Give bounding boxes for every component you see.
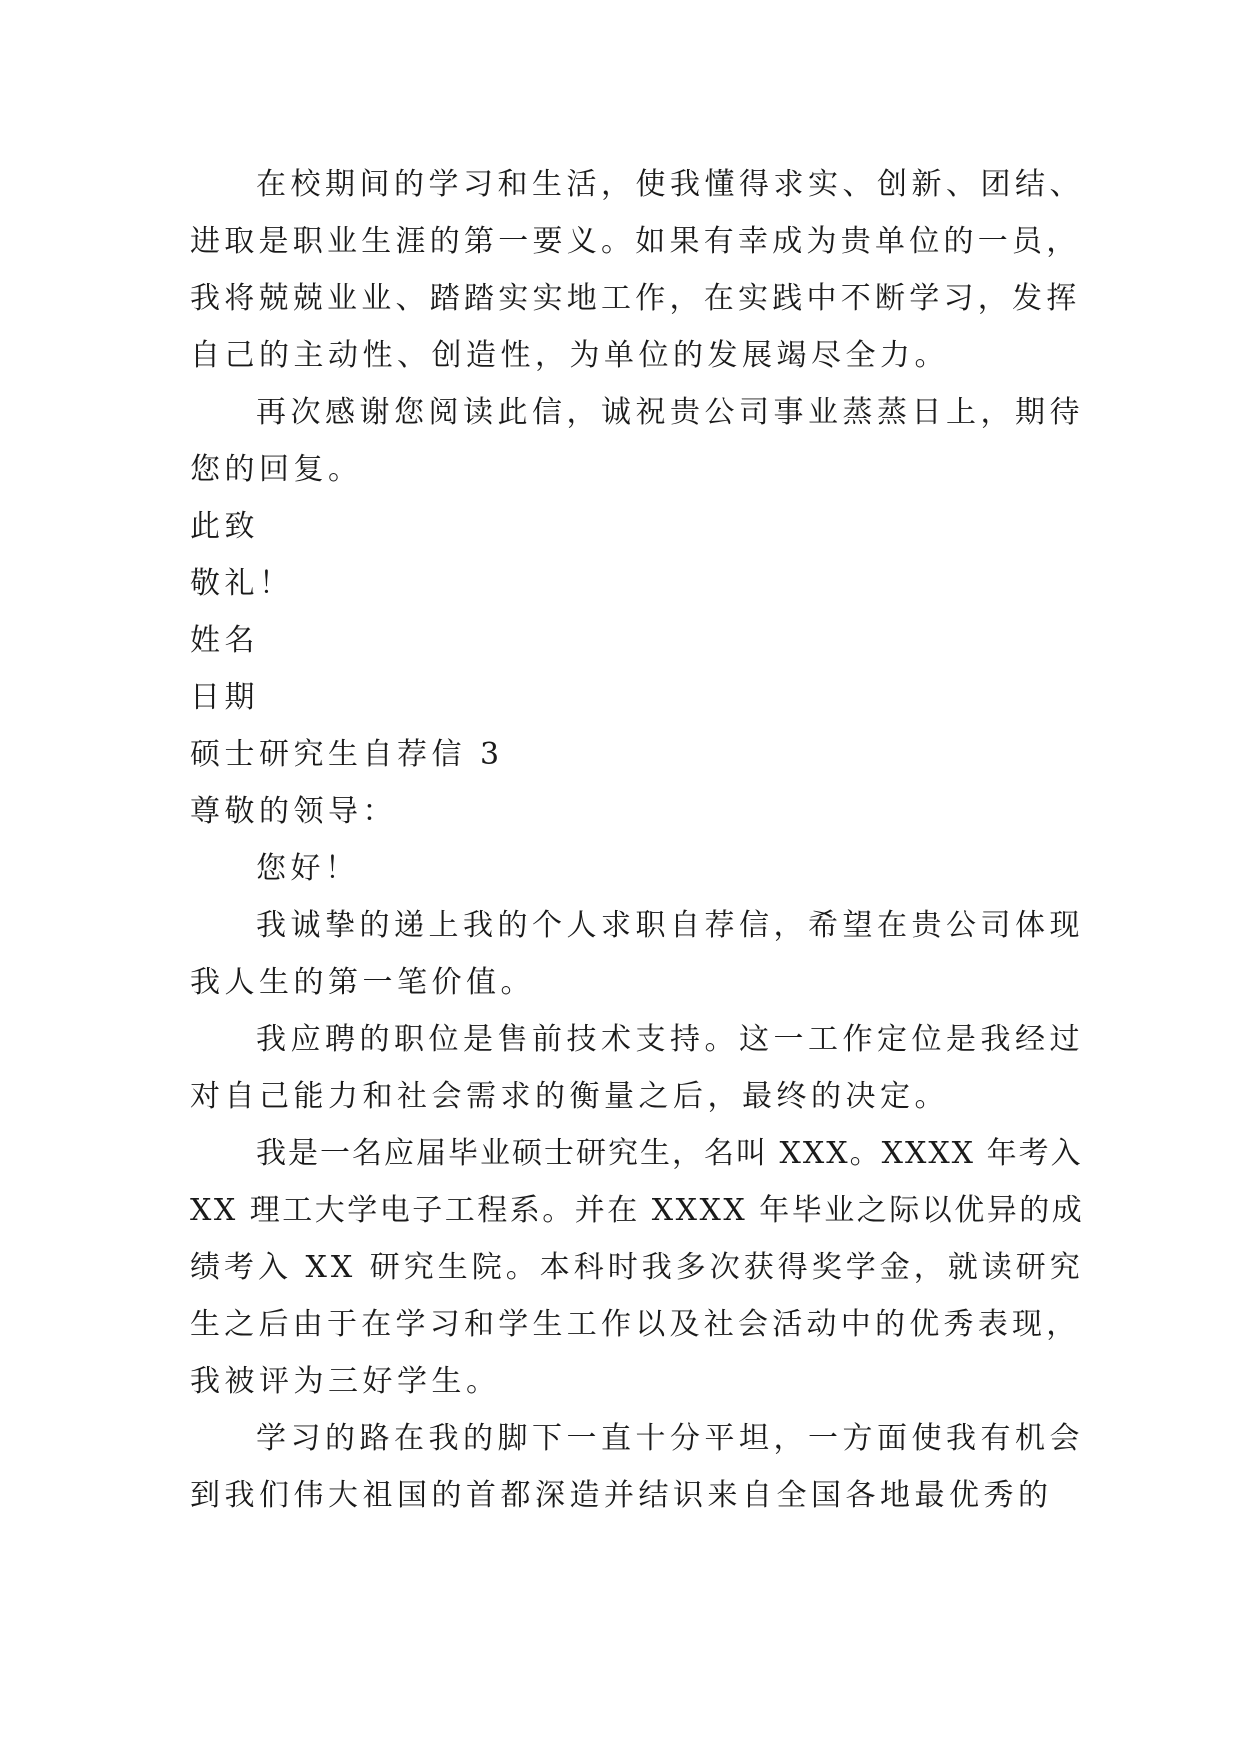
paragraph-line: 进取是职业生涯的第一要义。如果有幸成为贵单位的一员， [190,224,1081,259]
paragraph-line: 我应聘的职位是售前技术支持。这一工作定位是我经过 [256,1022,1084,1057]
paragraph-line: 生之后由于在学习和学生工作以及社会活动中的优秀表现， [190,1307,1081,1342]
paragraph-line: 绩考入 XX 研究生院。本科时我多次获得奖学金，就读研究 [190,1250,1084,1285]
letter-title: 硕士研究生自荐信 3 [190,737,504,772]
paragraph-line: 我是一名应届毕业硕士研究生，名叫 XXX。XXXX 年考入 [256,1136,1083,1171]
paragraph-line: 我将兢兢业业、踏踏实实地工作，在实践中不断学习，发挥 [190,281,1081,316]
paragraph-line: 我被评为三好学生。 [190,1364,501,1399]
closing-salute: 敬礼！ [190,566,294,601]
greeting: 您好！ [256,851,360,886]
signature-date: 日期 [190,680,259,715]
paragraph-line: 在校期间的学习和生活，使我懂得求实、创新、团结、 [256,167,1084,202]
signature-name: 姓名 [190,623,259,658]
salutation: 尊敬的领导： [190,794,397,829]
paragraph-line: 您的回复。 [190,452,363,487]
closing-line: 此致 [190,509,259,544]
paragraph-line: 再次感谢您阅读此信，诚祝贵公司事业蒸蒸日上，期待 [256,395,1084,430]
paragraph-line: 学习的路在我的脚下一直十分平坦，一方面使我有机会 [256,1421,1084,1456]
paragraph-line: 到我们伟大祖国的首都深造并结识来自全国各地最优秀的 [190,1478,1053,1513]
paragraph-line: 自己的主动性、创造性，为单位的发展竭尽全力。 [190,338,949,373]
paragraph-line: 我人生的第一笔价值。 [190,965,535,1000]
paragraph-line: 对自己能力和社会需求的衡量之后，最终的决定。 [190,1079,949,1114]
paragraph-line: 我诚挚的递上我的个人求职自荐信，希望在贵公司体现 [256,908,1084,943]
paragraph-line: XX 理工大学电子工程系。并在 XXXX 年毕业之际以优异的成 [190,1193,1085,1228]
